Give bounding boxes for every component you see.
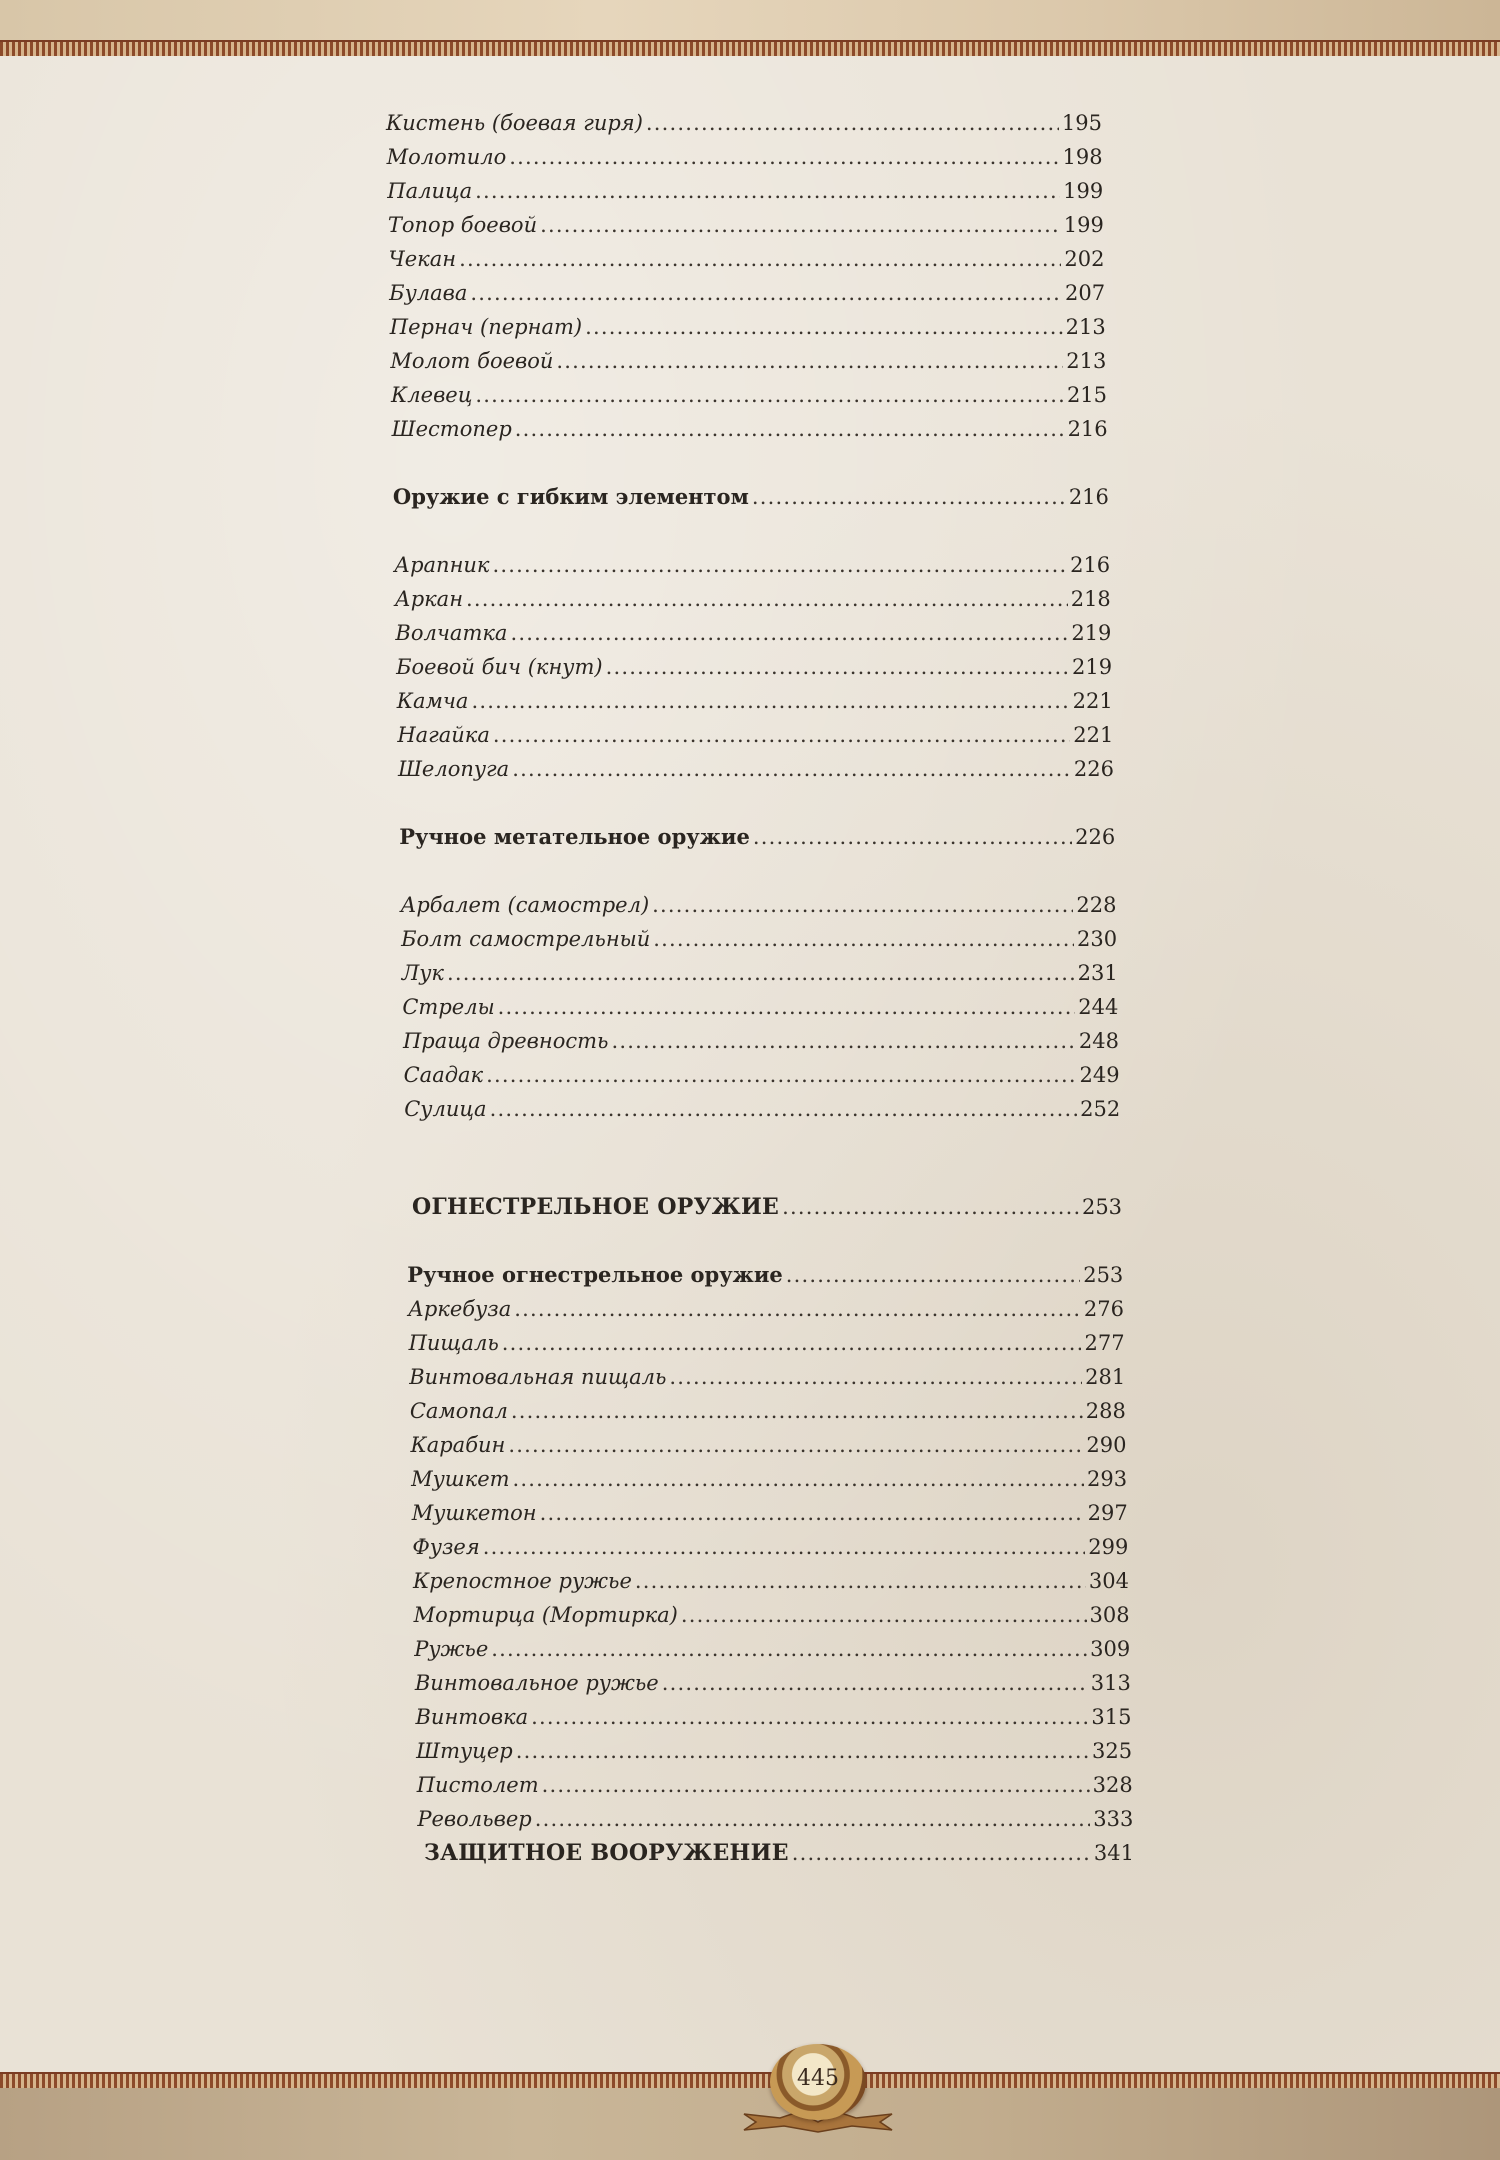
dot-leader (662, 1668, 1088, 1698)
toc-entry-page: 276 (1083, 1297, 1124, 1321)
toc-entry-page: 328 (1092, 1773, 1133, 1797)
toc-entry (412, 1498, 1128, 1528)
dot-leader (475, 380, 1064, 410)
toc-entry (403, 1026, 1119, 1056)
dot-leader (493, 720, 1070, 750)
toc-entry-label: Пернач (пернат) (389, 315, 583, 339)
toc-entry-label: Карабин (410, 1433, 506, 1457)
dot-leader (681, 1600, 1087, 1630)
toc-entry-page: 313 (1090, 1671, 1131, 1695)
toc-entry (415, 1702, 1131, 1732)
toc-entry-label: ОГНЕСТРЕЛЬНОЕ ОРУЖИЕ (412, 1194, 780, 1220)
dot-leader (510, 618, 1068, 648)
toc-entry-label: Аркан (394, 587, 464, 611)
toc-entry (389, 244, 1105, 274)
toc-entry (410, 1430, 1126, 1460)
toc-entry (408, 1294, 1124, 1324)
toc-entry-label: Камча (396, 689, 469, 713)
toc-entry-page: 315 (1091, 1705, 1132, 1729)
dot-leader (447, 958, 1075, 988)
toc-entry-page: 207 (1065, 281, 1106, 305)
toc-entry-label: Фузея (412, 1535, 480, 1559)
dot-leader (511, 1396, 1083, 1426)
page-number: 445 (797, 2066, 839, 2091)
toc-entry-label: Нагайка (397, 723, 490, 747)
toc-entry-page: 277 (1084, 1331, 1125, 1355)
dot-leader (513, 1464, 1084, 1494)
dot-leader (540, 1498, 1085, 1528)
toc-entry (417, 1804, 1133, 1834)
toc-entry (395, 584, 1111, 614)
toc-entry (392, 414, 1108, 444)
toc-entry-page: 218 (1070, 587, 1111, 611)
dot-leader (531, 1702, 1088, 1732)
toc-entry (388, 210, 1104, 240)
dot-leader (556, 346, 1063, 376)
toc-entry (409, 1328, 1125, 1358)
toc-entry-page: 215 (1066, 383, 1108, 407)
toc-entry-page: 213 (1065, 315, 1106, 339)
toc-entry-label: Крепостное ружье (412, 1569, 632, 1593)
toc-entry (400, 890, 1116, 920)
toc-entry-page: 219 (1071, 655, 1113, 679)
toc-entry (395, 618, 1111, 648)
toc-entry-page: 293 (1086, 1467, 1128, 1491)
toc-entry-page: 244 (1078, 995, 1119, 1019)
dot-leader (752, 482, 1066, 512)
toc-entry-page: 308 (1089, 1603, 1130, 1627)
toc-entry-label: Винтовальное ружье (414, 1671, 659, 1695)
dot-leader (490, 1094, 1078, 1124)
toc-entry-label: Револьвер (417, 1807, 532, 1831)
toc-entry-label: Праща древность (402, 1029, 609, 1053)
toc-entry-label: Чекан (388, 247, 457, 271)
toc-entry-page: 309 (1090, 1637, 1131, 1661)
dot-leader (492, 550, 1067, 580)
toc-entry-page: 253 (1081, 1195, 1123, 1219)
toc-entry-label: Мортирца (Мортирка) (413, 1603, 678, 1627)
toc-entry (386, 108, 1102, 138)
toc-entry-label: Мушкетон (411, 1501, 537, 1525)
dot-leader (540, 210, 1061, 240)
toc-entry-label: Оружие с гибким элементом (392, 484, 749, 509)
toc-entry-label: Сулица (404, 1097, 487, 1121)
toc-entry (404, 1094, 1120, 1124)
toc-entry-page: 216 (1068, 485, 1109, 509)
toc-entry (416, 1736, 1132, 1766)
toc-entry-label: Ручное метательное оружие (399, 824, 750, 849)
dot-leader (508, 1430, 1083, 1460)
toc-entry-label: Ручное огнестрельное оружие (407, 1262, 783, 1287)
dot-leader (542, 1770, 1090, 1800)
toc-entry (389, 278, 1105, 308)
dot-leader (486, 1060, 1076, 1090)
toc-section-heading (393, 482, 1109, 512)
toc-entry (394, 550, 1110, 580)
dot-leader (653, 924, 1074, 954)
toc-entry-page: 226 (1075, 825, 1116, 849)
toc-entry-label: Штуцер (416, 1739, 513, 1763)
dot-leader (535, 1804, 1091, 1834)
toc-section-heading (407, 1260, 1123, 1290)
toc-entry-page: 202 (1064, 247, 1105, 271)
toc-entry (390, 346, 1106, 376)
toc-entry-label: Арбалет (самострел) (400, 893, 650, 917)
toc-entry-page: 199 (1063, 179, 1104, 203)
dot-leader (611, 1026, 1075, 1056)
toc-entry-page: 216 (1070, 553, 1111, 577)
toc-entry-label: Шелопуга (397, 757, 510, 781)
toc-entry-label: ЗАЩИТНОЕ ВООРУЖЕНИЕ (424, 1840, 789, 1866)
toc-part-heading (424, 1838, 1134, 1868)
toc-entry-label: Боевой бич (кнут) (396, 655, 603, 679)
toc-entry (411, 1464, 1127, 1494)
toc-entry-page: 231 (1077, 961, 1118, 985)
dot-leader (516, 1736, 1089, 1766)
dot-leader (786, 1260, 1080, 1290)
dot-leader (606, 652, 1069, 682)
dot-leader (475, 176, 1060, 206)
toc-entry (387, 176, 1103, 206)
toc-entry-label: Булава (389, 281, 468, 305)
dot-leader (585, 312, 1063, 342)
dot-leader (753, 822, 1072, 852)
toc-entry-page: 299 (1088, 1535, 1129, 1559)
toc-entry (412, 1532, 1128, 1562)
toc-entry-page: 221 (1073, 723, 1114, 747)
toc-entry-page: 290 (1086, 1433, 1127, 1457)
toc-entry-label: Ружье (414, 1637, 489, 1661)
dot-leader (459, 244, 1061, 274)
toc-entry (402, 958, 1118, 988)
toc-part-heading (412, 1192, 1122, 1222)
toc-entry-page: 226 (1073, 757, 1114, 781)
toc-entry-page: 248 (1078, 1029, 1119, 1053)
dot-leader (782, 1192, 1079, 1222)
dot-leader (669, 1362, 1082, 1392)
toc-entry-page: 216 (1067, 417, 1108, 441)
toc-entry-page: 213 (1066, 349, 1107, 373)
toc-entry-label: Шестопер (391, 417, 512, 441)
toc-entry (397, 686, 1113, 716)
toc-entry-page: 297 (1087, 1501, 1128, 1525)
toc-entry-label: Молот боевой (390, 349, 554, 373)
dot-leader (652, 890, 1073, 920)
toc-entry-page: 288 (1085, 1399, 1126, 1423)
toc-entry-page: 230 (1077, 927, 1118, 951)
toc-entry-page: 325 (1092, 1739, 1133, 1763)
toc-entry-label: Клевец (391, 383, 473, 407)
toc-entry-label: Кистень (боевая гиря) (386, 111, 643, 135)
dot-leader (514, 1294, 1081, 1324)
toc-entry (398, 754, 1114, 784)
dot-leader (502, 1328, 1082, 1358)
toc-entry (387, 142, 1103, 172)
toc-entry-label: Аркебуза (407, 1297, 512, 1321)
dot-leader (646, 108, 1059, 138)
toc-entry-page: 341 (1093, 1841, 1134, 1865)
toc-entry-label: Мушкет (411, 1467, 510, 1491)
dot-leader (483, 1532, 1086, 1562)
dot-leader (635, 1566, 1086, 1596)
toc-entry-page: 304 (1088, 1569, 1129, 1593)
toc-entry (390, 312, 1106, 342)
toc-entry (410, 1396, 1126, 1426)
toc-entry-page: 219 (1071, 621, 1112, 645)
toc-entry-label: Самопал (409, 1399, 508, 1423)
dot-leader (498, 992, 1076, 1022)
dot-leader (515, 414, 1065, 444)
dot-leader (491, 1634, 1087, 1664)
toc-entry-page: 249 (1079, 1063, 1120, 1087)
dot-leader (509, 142, 1059, 172)
dot-leader (512, 754, 1071, 784)
toc-entry-page: 228 (1076, 893, 1117, 917)
toc-entry-label: Палица (387, 179, 473, 203)
toc-entry (414, 1634, 1130, 1664)
toc-entry-label: Топор боевой (387, 213, 538, 237)
toc-entry (401, 924, 1117, 954)
toc-entry-page: 221 (1072, 689, 1113, 713)
dot-leader (471, 686, 1069, 716)
toc-entry (409, 1362, 1125, 1392)
toc-entry-page: 199 (1063, 213, 1104, 237)
toc-entry-label: Арапник (394, 553, 490, 577)
toc-entry-label: Пистолет (416, 1773, 539, 1797)
toc-entry-label: Волчатка (395, 621, 508, 645)
toc-entry (404, 1060, 1120, 1090)
toc-entry-label: Винтовальная пищаль (409, 1365, 667, 1389)
toc-entry-label: Болт самострельный (401, 927, 651, 951)
toc-entry-page: 333 (1093, 1807, 1134, 1831)
toc-entry (391, 380, 1107, 410)
toc-entry (415, 1668, 1131, 1698)
toc-entry-page: 253 (1083, 1263, 1124, 1287)
toc-entry-label: Лук (401, 961, 444, 985)
toc-entry-page: 195 (1061, 111, 1102, 135)
dot-leader (792, 1838, 1091, 1868)
toc-entry-page: 198 (1062, 145, 1103, 169)
toc-entry-label: Саадак (403, 1063, 484, 1087)
toc-entry-page: 281 (1085, 1365, 1126, 1389)
toc-entry (417, 1770, 1133, 1800)
toc-entry-label: Молотило (386, 145, 507, 169)
toc-section-heading (399, 822, 1115, 852)
toc-entry-label: Стрелы (402, 995, 495, 1019)
toc-entry-label: Пищаль (408, 1331, 499, 1355)
toc-entry-label: Винтовка (415, 1705, 529, 1729)
toc-entry-page: 252 (1080, 1097, 1121, 1121)
toc-entry (397, 720, 1113, 750)
dot-leader (466, 584, 1068, 614)
toc-entry (402, 992, 1118, 1022)
dot-leader (470, 278, 1062, 308)
toc-entry (414, 1600, 1130, 1630)
toc-entry (413, 1566, 1129, 1596)
toc-entry (396, 652, 1112, 682)
